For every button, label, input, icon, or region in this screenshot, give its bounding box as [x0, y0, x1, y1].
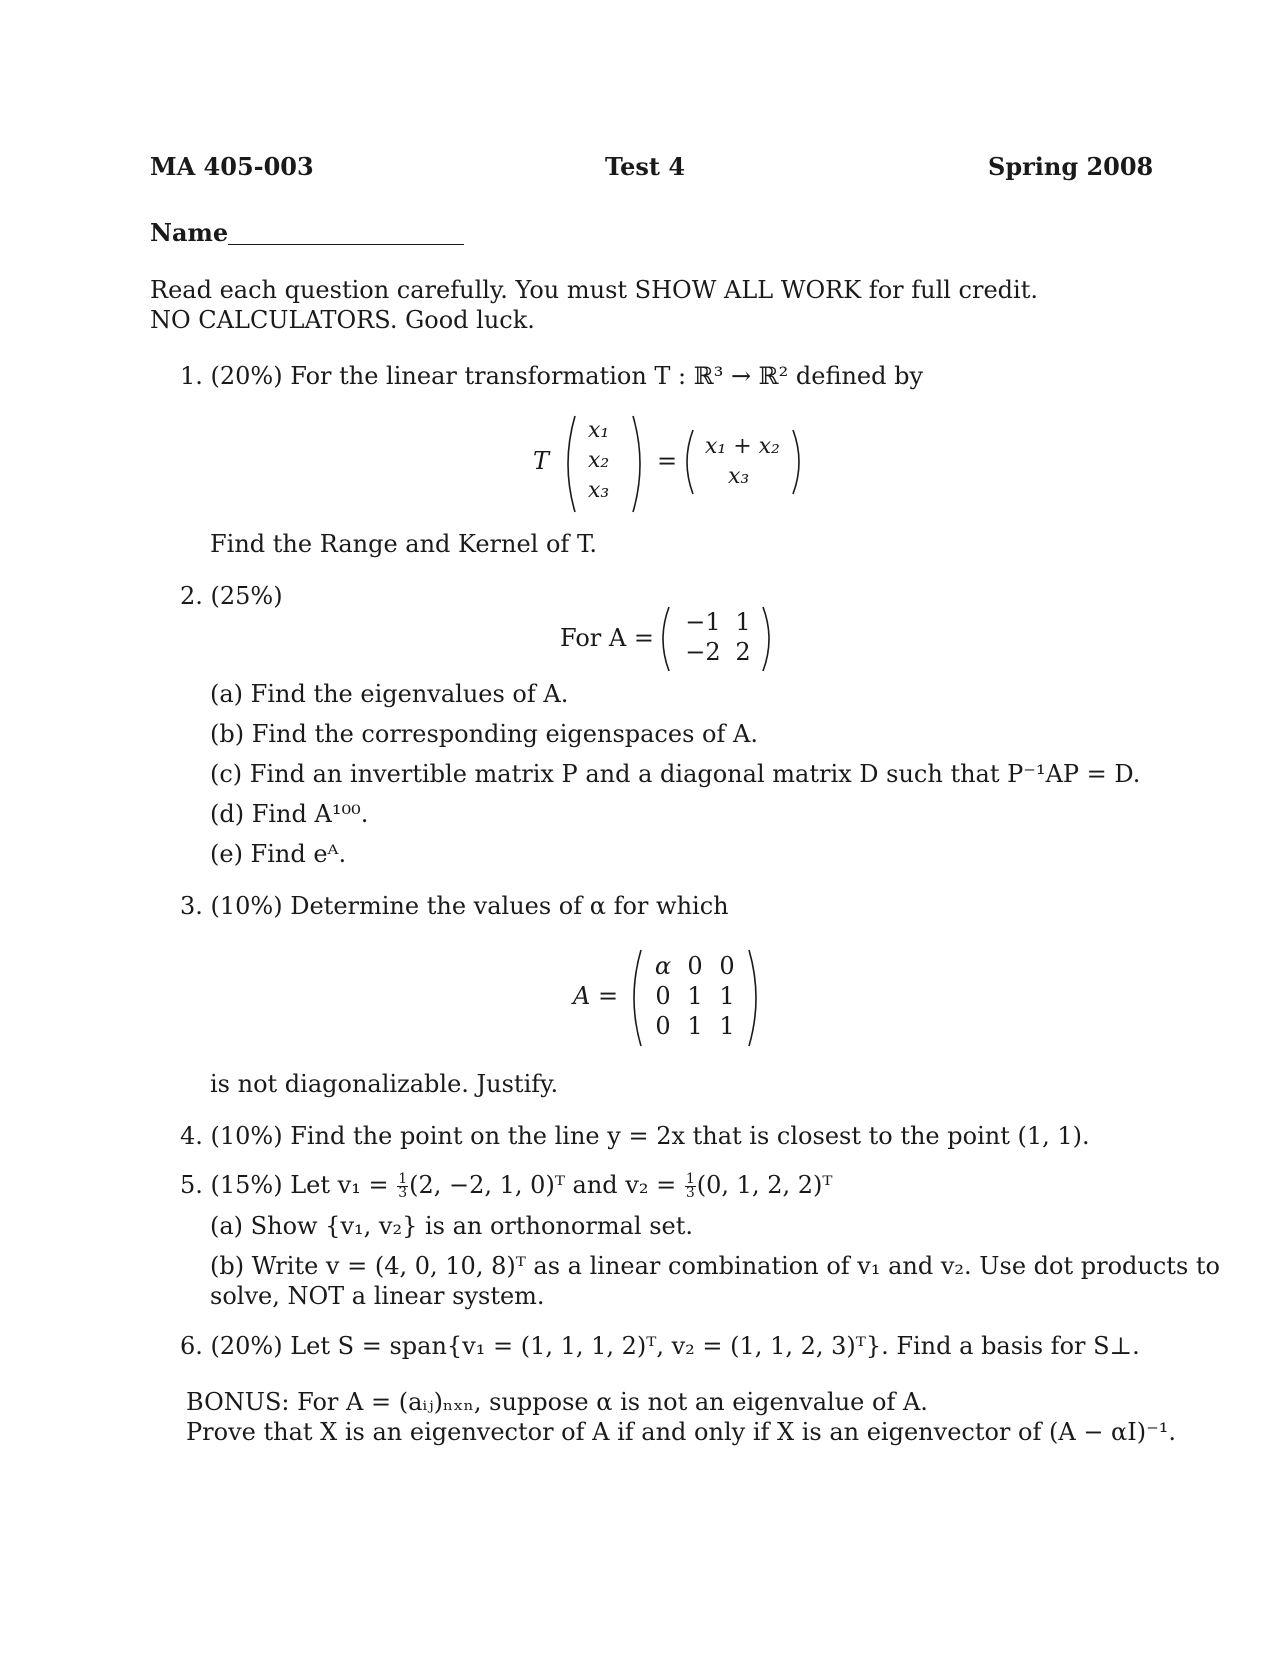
- frac-den: 3: [398, 1185, 408, 1201]
- instructions-line-1: Read each question carefully. You must SHOW ALL WORK for full credit.: [150, 276, 1038, 304]
- q5-v2: (0, 1, 2, 2)ᵀ: [696, 1171, 833, 1199]
- instructions-line-2: NO CALCULATORS. Good luck.: [150, 306, 535, 334]
- right-paren-icon: [790, 428, 806, 496]
- q3-matrix-label: A =: [573, 982, 619, 1010]
- left-paren-icon: [626, 948, 644, 1048]
- name-blank[interactable]: [228, 244, 464, 245]
- q2-matrix-cell: −2: [685, 638, 721, 666]
- frac-den: 3: [685, 1185, 695, 1201]
- fraction: [397, 1173, 408, 1200]
- q2-intro: 2. (25%): [180, 582, 283, 610]
- fraction: [685, 1173, 696, 1200]
- q3-matrix-cell: 1: [687, 982, 703, 1010]
- q1-intro: 1. (20%) For the linear transformation T : ℝ³ → ℝ² defined by: [180, 362, 924, 390]
- q1-output-row-1: x₁ + x₂: [705, 434, 780, 459]
- q3-matrix-cell: α: [654, 952, 672, 980]
- q5-intro-b: and v₂ =: [572, 1171, 677, 1199]
- q2-part-e: (e) Find eᴬ.: [210, 840, 347, 868]
- q3-matrix-cell: 0: [719, 952, 735, 980]
- left-paren-icon: [560, 414, 578, 514]
- frac-num: 1: [685, 1171, 695, 1187]
- q5-intro-a: 5. (15%) Let v₁ =: [180, 1171, 389, 1199]
- q1-transform-label: T: [533, 447, 550, 475]
- q3-matrix-cell: 0: [687, 952, 703, 980]
- q3-matrix-cell: 0: [655, 1012, 671, 1040]
- q2-matrix-cell: −1: [685, 608, 721, 636]
- right-paren-icon: [760, 605, 776, 673]
- q4-text: 4. (10%) Find the point on the line y = 2x that is closest to the point (1, 1).: [180, 1122, 1090, 1150]
- bonus-line-1: BONUS: For A = (aᵢⱼ)ₙₓₙ, suppose α is not an eigenvalue of A.: [186, 1388, 928, 1416]
- left-paren-icon: [656, 605, 672, 673]
- q5-part-b-line-2: solve, NOT a linear system.: [210, 1282, 545, 1310]
- right-paren-icon: [746, 948, 764, 1048]
- q2-matrix-label: For A =: [560, 624, 654, 652]
- frac-num: 1: [398, 1171, 408, 1187]
- q3-matrix-cell: 1: [719, 1012, 735, 1040]
- q1-output-row-2: x₃: [728, 464, 750, 489]
- q2-matrix-cell: 2: [735, 638, 751, 666]
- right-paren-icon: [630, 414, 648, 514]
- q1-input-x2: x₂: [588, 448, 610, 473]
- test-title: Test 4: [605, 152, 686, 181]
- name-label: Name: [150, 218, 229, 247]
- q3-matrix-cell: 1: [687, 1012, 703, 1040]
- q3-matrix-cell: 1: [719, 982, 735, 1010]
- q2-part-c: (c) Find an invertible matrix P and a diagonal matrix D such that P⁻¹AP = D.: [210, 760, 1141, 788]
- q1-input-x1: x₁: [588, 418, 610, 443]
- q3-intro: 3. (10%) Determine the values of α for which: [180, 892, 729, 920]
- q3-task: is not diagonalizable. Justify.: [210, 1070, 559, 1098]
- bonus-line-2: Prove that X is an eigenvector of A if and only if X is an eigenvector of (A − αI)⁻¹.: [186, 1418, 1177, 1446]
- course-code: MA 405-003: [150, 152, 314, 181]
- q2-matrix-cell: 1: [735, 608, 751, 636]
- q2-part-b: (b) Find the corresponding eigenspaces of A.: [210, 720, 758, 748]
- q6-text: 6. (20%) Let S = span{v₁ = (1, 1, 1, 2)ᵀ, v₂ = (1, 1, 2, 3)ᵀ}. Find a basis for S⊥.: [180, 1332, 1140, 1360]
- q1-input-x3: x₃: [588, 478, 610, 503]
- term: Spring 2008: [988, 152, 1154, 181]
- q5-part-a: (a) Show {v₁, v₂} is an orthonormal set.: [210, 1212, 693, 1240]
- q3-matrix-cell: 0: [655, 982, 671, 1010]
- q5-v1: (2, −2, 1, 0)ᵀ: [409, 1171, 565, 1199]
- q5-intro: [180, 1171, 832, 1200]
- equals-sign: =: [657, 447, 678, 475]
- q2-part-a: (a) Find the eigenvalues of A.: [210, 680, 569, 708]
- q5-part-b-line-1: (b) Write v = (4, 0, 10, 8)ᵀ as a linear combination of v₁ and v₂. Use dot products to: [210, 1252, 1220, 1280]
- q1-task: Find the Range and Kernel of T.: [210, 530, 598, 558]
- left-paren-icon: [680, 428, 696, 496]
- q2-part-d: (d) Find A¹⁰⁰.: [210, 800, 369, 828]
